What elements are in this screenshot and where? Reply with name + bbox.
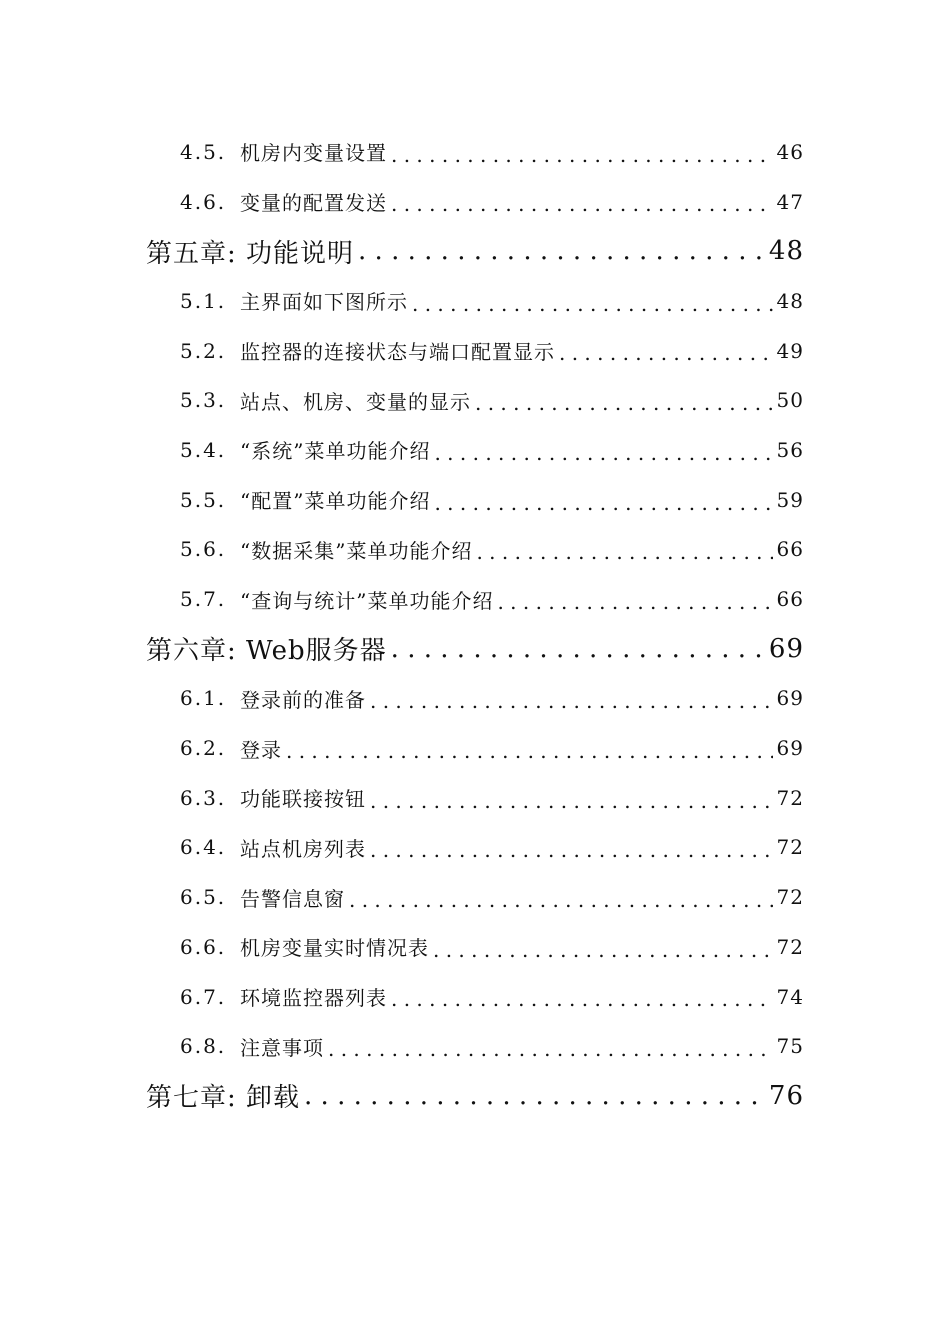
toc-entry-6-5[interactable] <box>0 872 950 922</box>
dot-leader <box>391 989 773 1021</box>
toc-entry-5-5[interactable] <box>0 475 950 525</box>
toc-number: 5.7. <box>180 587 227 612</box>
toc-title: “配置”菜单功能介绍 <box>240 489 431 514</box>
toc-page-number: 69 <box>776 686 804 711</box>
toc-number: 6.5. <box>180 885 227 910</box>
toc-title: 变量的配置发送 <box>240 191 387 216</box>
toc-chapter-title: 第六章: Web服务器 <box>146 636 387 667</box>
toc-page-number: 47 <box>776 189 804 214</box>
toc-title: 监控器的连接状态与端口配置显示 <box>240 340 555 365</box>
dot-leader <box>370 840 773 872</box>
toc-page-number: 48 <box>768 236 804 267</box>
dot-leader <box>434 493 772 525</box>
toc-number: 6.1. <box>180 686 227 711</box>
toc-title: 站点机房列表 <box>240 836 366 861</box>
dot-leader <box>391 194 773 226</box>
toc-entry-5-4[interactable] <box>0 425 950 475</box>
toc-entry-6-2[interactable] <box>0 723 950 773</box>
toc-page-number: 50 <box>776 388 804 413</box>
toc-number: 5.6. <box>180 537 227 562</box>
toc-entry-5-1[interactable] <box>0 276 950 326</box>
toc-entry-6-6[interactable] <box>0 922 950 972</box>
toc-page-number: 74 <box>776 984 804 1009</box>
toc-number: 5.4. <box>180 437 227 462</box>
toc-chapter-title: 第五章: 功能说明 <box>146 238 355 269</box>
toc-chapter-title: 第七章: 卸载 <box>146 1083 301 1114</box>
toc-chapter-6[interactable] <box>0 624 950 674</box>
toc-title: 环境监控器列表 <box>240 986 387 1011</box>
toc-title: 功能联接按钮 <box>240 787 366 812</box>
toc-number: 5.1. <box>180 288 227 313</box>
toc-number: 4.5. <box>180 139 227 164</box>
toc-page-number: 66 <box>776 587 804 612</box>
dot-leader <box>433 940 773 972</box>
toc-number: 4.6. <box>180 189 227 214</box>
toc-entry-5-3[interactable] <box>0 375 950 425</box>
toc-title: 机房内变量设置 <box>240 141 387 166</box>
dot-leader <box>559 343 773 375</box>
toc-chapter-7[interactable] <box>0 1071 950 1121</box>
toc-page-number: 72 <box>776 934 804 959</box>
toc-title: “系统”菜单功能介绍 <box>240 439 431 464</box>
toc-entry-5-6[interactable] <box>0 525 950 575</box>
toc-title: 机房变量实时情况表 <box>240 936 429 961</box>
toc-number: 5.5. <box>180 487 227 512</box>
toc-entry-6-3[interactable] <box>0 773 950 823</box>
toc-page-number: 72 <box>776 785 804 810</box>
dot-leader <box>370 791 773 823</box>
dot-leader <box>358 238 765 276</box>
dot-leader <box>475 393 773 425</box>
dot-leader <box>391 145 773 177</box>
toc-title: 登录前的准备 <box>240 687 366 712</box>
dot-leader <box>412 294 773 326</box>
toc-title: “查询与统计”菜单功能介绍 <box>240 588 494 613</box>
toc-page-number: 76 <box>768 1080 804 1111</box>
toc-page-number: 72 <box>776 885 804 910</box>
toc-number: 6.7. <box>180 984 227 1009</box>
toc-entry-6-8[interactable] <box>0 1021 950 1071</box>
toc-page-number: 75 <box>776 1034 804 1059</box>
toc-number: 6.6. <box>180 934 227 959</box>
dot-leader <box>434 443 772 475</box>
dot-leader <box>497 592 772 624</box>
toc-page-number: 66 <box>776 537 804 562</box>
toc-entry-4-6[interactable] <box>0 177 950 227</box>
toc-title: 告警信息窗 <box>240 886 345 911</box>
toc-title: 站点、机房、变量的显示 <box>240 389 471 414</box>
toc-number: 5.2. <box>180 338 227 363</box>
toc-page-number: 49 <box>776 338 804 363</box>
toc-page-number: 69 <box>768 633 804 664</box>
dot-leader <box>349 890 773 922</box>
table-of-contents <box>0 127 950 1121</box>
toc-page-number: 46 <box>776 139 804 164</box>
dot-leader <box>476 542 772 574</box>
toc-page-number: 48 <box>776 288 804 313</box>
toc-entry-4-5[interactable] <box>0 127 950 177</box>
toc-page-number: 72 <box>776 835 804 860</box>
toc-entry-6-1[interactable] <box>0 674 950 724</box>
toc-entry-6-7[interactable] <box>0 972 950 1022</box>
toc-entry-6-4[interactable] <box>0 823 950 873</box>
toc-page-number: 69 <box>776 736 804 761</box>
toc-entry-5-2[interactable] <box>0 326 950 376</box>
toc-number: 6.4. <box>180 835 227 860</box>
toc-page-number: 59 <box>776 487 804 512</box>
dot-leader <box>391 636 765 674</box>
dot-leader <box>286 741 773 773</box>
toc-page-number: 56 <box>776 437 804 462</box>
dot-leader <box>304 1083 765 1121</box>
dot-leader <box>370 691 773 723</box>
dot-leader <box>328 1039 773 1071</box>
toc-title: 登录 <box>240 737 282 762</box>
toc-chapter-5[interactable] <box>0 226 950 276</box>
toc-number: 6.2. <box>180 736 227 761</box>
toc-title: 主界面如下图所示 <box>240 290 408 315</box>
toc-number: 6.8. <box>180 1034 227 1059</box>
toc-entry-5-7[interactable] <box>0 574 950 624</box>
toc-title: “数据采集”菜单功能介绍 <box>240 538 473 563</box>
toc-number: 5.3. <box>180 388 227 413</box>
toc-number: 6.3. <box>180 785 227 810</box>
toc-title: 注意事项 <box>240 1035 324 1060</box>
